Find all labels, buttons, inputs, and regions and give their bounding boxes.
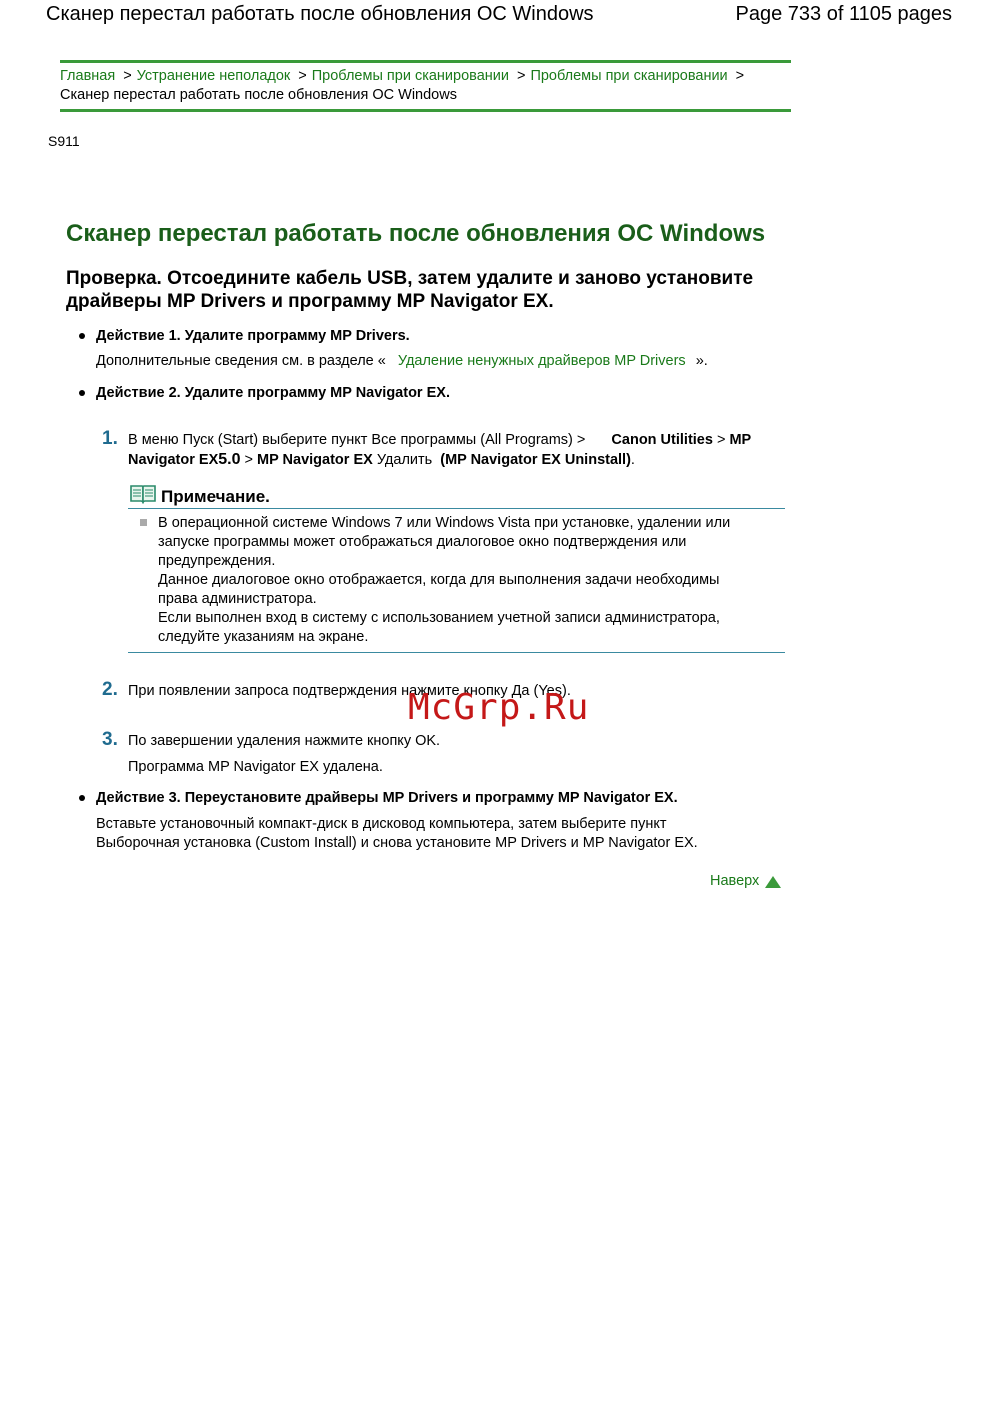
step2-text: При появлении запроса подтверждения нажмите кнопку Да (Yes). xyxy=(128,683,571,699)
bullet xyxy=(79,333,85,339)
top-rule xyxy=(60,60,791,63)
action2-title: Действие 2. Удалите программу MP Navigator EX. xyxy=(96,385,450,401)
step1-t2: > xyxy=(716,432,726,448)
action3-line: Выборочная установка (Custom Install) и снова установите MP Drivers и MP Navigator EX. xyxy=(96,835,698,851)
action3-text xyxy=(96,815,756,853)
breadcrumb-link-scan-problems-2[interactable]: Проблемы при сканировании xyxy=(530,68,728,84)
page-header-title: Сканер перестал работать после обновления ОС Windows xyxy=(46,3,594,25)
breadcrumb-separator: > xyxy=(298,68,307,84)
step1-t3: > xyxy=(244,452,253,468)
breadcrumb-rule xyxy=(60,109,791,112)
action1-text-before: Дополнительные сведения см. в разделе « xyxy=(96,353,386,369)
note-top-rule xyxy=(128,508,785,509)
breadcrumb-link-scan-problems[interactable]: Проблемы при сканировании xyxy=(311,68,509,84)
step1-mp-navigator-ex: MP Navigator EX xyxy=(257,452,373,468)
step1-t1: В меню Пуск (Start) выберите пункт Все программы (All Programs) > xyxy=(128,432,586,448)
note-bottom-rule xyxy=(128,652,785,653)
note-line: Данное диалоговое окно отображается, когда для выполнения задачи необходимы xyxy=(158,572,720,588)
step1-t5: . xyxy=(630,452,635,468)
breadcrumb-link-home[interactable]: Главная xyxy=(60,68,116,84)
step2-number: 2. xyxy=(102,679,118,700)
breadcrumb-current: Сканер перестал работать после обновления ОС Windows xyxy=(60,87,457,103)
breadcrumb-separator: > xyxy=(735,68,745,84)
check-heading: Проверка. Отсоедините кабель USB, затем удалите и заново установите драйверы MP Drivers и программу MP Navigator EX. xyxy=(66,268,754,312)
step1-navigator-ex: Navigator EX xyxy=(128,452,219,468)
note-line: запуске программы может отображаться диалоговое окно подтверждения или xyxy=(158,534,687,550)
note-line: Если выполнен вход в систему с использованием учетной записи администратора, xyxy=(158,610,720,626)
step1-number: 1. xyxy=(102,428,118,449)
action1-text xyxy=(96,352,708,371)
arrow-up-icon[interactable] xyxy=(765,876,781,888)
action1-text-after: ». xyxy=(695,353,708,369)
bullet xyxy=(79,390,85,396)
step1-canon-utilities: Canon Utilities xyxy=(611,432,713,448)
note-line: предупреждения. xyxy=(158,553,276,569)
breadcrumb xyxy=(60,67,795,105)
watermark-text: McGrp.Ru xyxy=(408,687,590,728)
note-bullet xyxy=(140,519,147,526)
step3-text: По завершении удаления нажмите кнопку OK. xyxy=(128,733,441,749)
note-line: права администратора. xyxy=(158,591,317,607)
step1-uninstall: (MP Navigator EX Uninstall) xyxy=(440,452,631,468)
step1-text xyxy=(128,431,778,470)
breadcrumb-link-troubleshooting[interactable]: Устранение неполадок xyxy=(136,68,291,84)
book-icon xyxy=(129,483,157,504)
step3-subtext: Программа MP Navigator EX удалена. xyxy=(128,759,383,775)
action3-title: Действие 3. Переустановите драйверы MP Drivers и программу MP Navigator EX. xyxy=(96,790,678,806)
remove-drivers-link[interactable]: Удаление ненужных драйверов MP Drivers xyxy=(397,353,686,369)
action1-title: Действие 1. Удалите программу MP Drivers. xyxy=(96,328,410,344)
note-text xyxy=(158,514,768,647)
action3-line: Вставьте установочный компакт-диск в дисковод компьютера, затем выберите пункт xyxy=(96,816,667,832)
note-title: Примечание. xyxy=(161,487,270,506)
step1-mp: MP xyxy=(729,432,752,448)
step1-t4: Удалить xyxy=(376,452,433,468)
note-line: В операционной системе Windows 7 или Windows Vista при установке, удалении или xyxy=(158,515,731,531)
back-to-top-link[interactable]: Наверх xyxy=(710,873,760,889)
bullet xyxy=(79,795,85,801)
doc-code: S911 xyxy=(48,133,80,149)
page-header-page-info: Page 733 of 1105 pages xyxy=(735,3,952,25)
note-line: следуйте указаниям на экране. xyxy=(158,629,369,645)
step3-number: 3. xyxy=(102,729,118,750)
breadcrumb-separator: > xyxy=(516,68,526,84)
breadcrumb-separator: > xyxy=(123,68,132,84)
step1-version: 5.0 xyxy=(218,451,241,468)
page-title: Сканер перестал работать после обновления ОС Windows xyxy=(66,220,766,247)
